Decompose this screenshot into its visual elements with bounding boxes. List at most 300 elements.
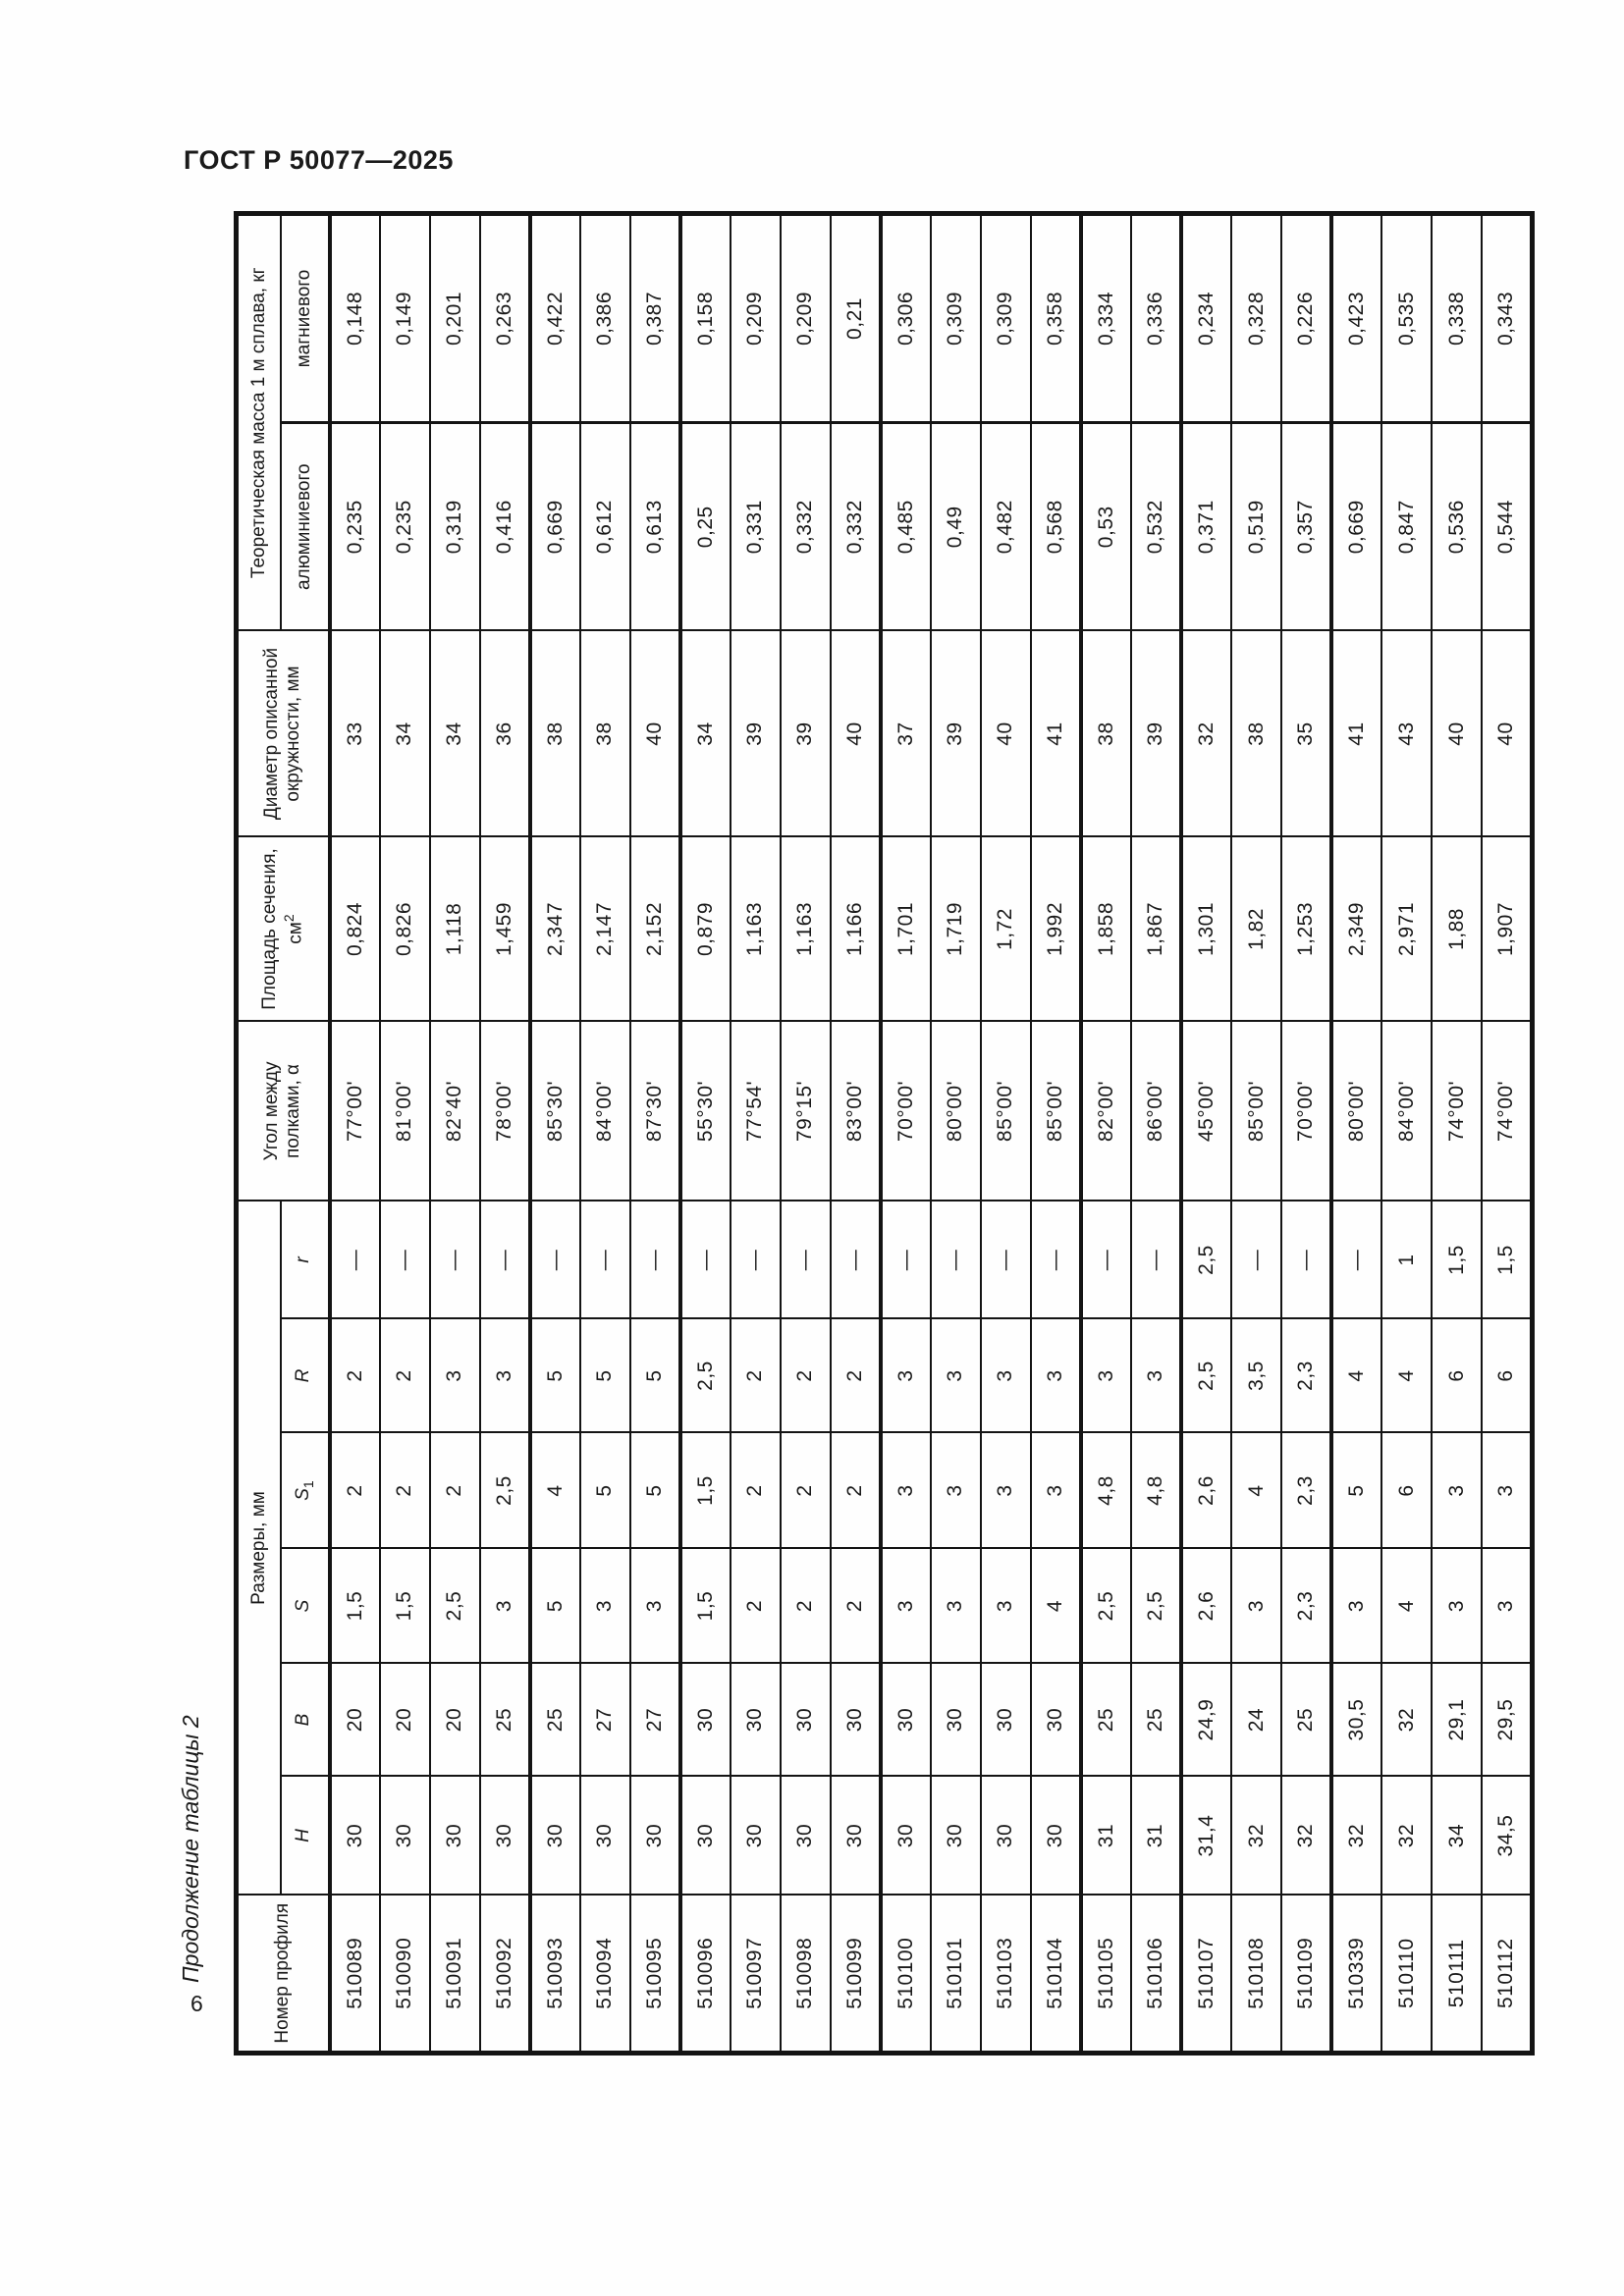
cell-mass-mg: 0,263	[480, 214, 530, 423]
cell-num: 510100	[881, 1896, 931, 2054]
table-row	[430, 214, 480, 2054]
cell-diam: 39	[931, 631, 981, 837]
cell-mass-al: 0,416	[480, 423, 530, 631]
cell-s1: 2	[430, 1433, 480, 1549]
cell-area: 0,826	[380, 837, 430, 1022]
cell-diam: 34	[430, 631, 480, 837]
cell-angle: 85°00'	[1231, 1022, 1281, 1201]
header-angle: Угол между полками, α	[237, 1022, 330, 1201]
cell-h: 32	[1231, 1777, 1281, 1896]
cell-s: 3	[1482, 1549, 1532, 1664]
cell-h: 30	[731, 1777, 781, 1896]
cell-r: 1,5	[1432, 1201, 1482, 1319]
table-row	[1031, 214, 1081, 2054]
table-row	[530, 214, 580, 2054]
cell-mass-al: 0,536	[1432, 423, 1482, 631]
cell-area: 1,166	[831, 837, 881, 1022]
cell-r: 5	[630, 1319, 680, 1433]
cell-angle: 85°30'	[530, 1022, 580, 1201]
cell-angle: 84°00'	[1381, 1022, 1432, 1201]
cell-diam: 41	[1331, 631, 1381, 837]
cell-angle: 82°00'	[1081, 1022, 1131, 1201]
header-profile: Номер профиля	[237, 1896, 330, 2054]
cell-mass-mg: 0,21	[831, 214, 881, 423]
cell-mass-mg: 0,328	[1231, 214, 1281, 423]
cell-mass-al: 0,669	[530, 423, 580, 631]
cell-angle: 87°30'	[630, 1022, 680, 1201]
cell-h: 32	[1331, 1777, 1381, 1896]
header-dimensions-group: Размеры, мм	[237, 1201, 281, 1896]
cell-diam: 40	[1432, 631, 1482, 837]
cell-angle: 77°54'	[731, 1022, 781, 1201]
cell-mass-al: 0,371	[1181, 423, 1231, 631]
cell-r: —	[1081, 1201, 1131, 1319]
header-row-groups	[237, 214, 281, 2054]
cell-area: 1,858	[1081, 837, 1131, 1022]
cell-diam: 40	[981, 631, 1031, 837]
table-row	[1131, 214, 1181, 2054]
cell-r: 2,5	[1181, 1201, 1231, 1319]
cell-diam: 38	[1081, 631, 1131, 837]
cell-s1: 5	[1331, 1433, 1381, 1549]
cell-r: 3	[881, 1319, 931, 1433]
cell-r: —	[480, 1201, 530, 1319]
cell-area: 2,147	[580, 837, 630, 1022]
cell-mass-mg: 0,423	[1331, 214, 1381, 423]
cell-angle: 86°00'	[1131, 1022, 1181, 1201]
cell-r: 1,5	[1482, 1201, 1532, 1319]
cell-mass-al: 0,612	[580, 423, 630, 631]
cell-s1: 3	[1432, 1433, 1482, 1549]
cell-r: 5	[580, 1319, 630, 1433]
cell-num: 510097	[731, 1896, 781, 2054]
header-dim-s: S	[281, 1549, 330, 1664]
cell-r: 2	[831, 1319, 881, 1433]
cell-angle: 85°00'	[1031, 1022, 1081, 1201]
cell-mass-mg: 0,422	[530, 214, 580, 423]
cell-mass-mg: 0,334	[1081, 214, 1131, 423]
cell-area: 2,349	[1331, 837, 1381, 1022]
cell-b: 25	[1131, 1664, 1181, 1777]
cell-diam: 36	[480, 631, 530, 837]
cell-num: 510110	[1381, 1896, 1432, 2054]
header-area: Площадь сечения, $см^2$	[237, 837, 330, 1022]
header-diameter: Диаметр описанной окружности, мм	[237, 631, 330, 837]
cell-h: 30	[430, 1777, 480, 1896]
cell-mass-al: 0,332	[781, 423, 831, 631]
cell-num: 510108	[1231, 1896, 1281, 2054]
rotated-table-container	[234, 216, 1535, 2056]
cell-mass-al: 0,235	[330, 423, 380, 631]
cell-mass-al: 0,331	[731, 423, 781, 631]
cell-angle: 80°00'	[931, 1022, 981, 1201]
header-dim-b: B	[281, 1664, 330, 1777]
cell-r: —	[1281, 1201, 1331, 1319]
cell-s: 2,3	[1281, 1549, 1331, 1664]
cell-b: 32	[1381, 1664, 1432, 1777]
cell-s1: 4,8	[1131, 1433, 1181, 1549]
cell-h: 30	[781, 1777, 831, 1896]
cell-r: —	[1131, 1201, 1181, 1319]
cell-mass-mg: 0,336	[1131, 214, 1181, 423]
cell-r: —	[831, 1201, 881, 1319]
cell-diam: 39	[731, 631, 781, 837]
cell-num: 510105	[1081, 1896, 1131, 2054]
cell-s: 1,5	[680, 1549, 731, 1664]
cell-b: 30	[981, 1664, 1031, 1777]
cell-mass-al: 0,332	[831, 423, 881, 631]
cell-mass-al: 0,49	[931, 423, 981, 631]
cell-r: —	[981, 1201, 1031, 1319]
cell-mass-al: 0,532	[1131, 423, 1181, 631]
table-row	[1231, 214, 1281, 2054]
cell-h: 30	[981, 1777, 1031, 1896]
cell-r: 3	[981, 1319, 1031, 1433]
cell-angle: 45°00'	[1181, 1022, 1231, 1201]
cell-b: 20	[380, 1664, 430, 1777]
cell-s: 5	[530, 1549, 580, 1664]
cell-angle: 85°00'	[981, 1022, 1031, 1201]
cell-s: 2	[731, 1549, 781, 1664]
cell-mass-mg: 0,309	[981, 214, 1031, 423]
table-row	[680, 214, 731, 2054]
cell-s: 2	[831, 1549, 881, 1664]
cell-h: 34,5	[1482, 1777, 1532, 1896]
cell-mass-mg: 0,387	[630, 214, 680, 423]
cell-angle: 55°30'	[680, 1022, 731, 1201]
cell-b: 30	[680, 1664, 731, 1777]
cell-s: 4	[1381, 1549, 1432, 1664]
table-row	[781, 214, 831, 2054]
cell-r: —	[1231, 1201, 1281, 1319]
cell-s1: 4	[1231, 1433, 1281, 1549]
table-row	[580, 214, 630, 2054]
cell-h: 30	[380, 1777, 430, 1896]
table-row	[380, 214, 430, 2054]
cell-diam: 34	[680, 631, 731, 837]
cell-s: 1,5	[380, 1549, 430, 1664]
cell-area: 1,82	[1231, 837, 1281, 1022]
cell-s1: 6	[1381, 1433, 1432, 1549]
cell-s1: 2,5	[480, 1433, 530, 1549]
cell-mass-al: 0,53	[1081, 423, 1131, 631]
cell-r: —	[881, 1201, 931, 1319]
cell-r: —	[731, 1201, 781, 1319]
cell-s: 3	[1432, 1549, 1482, 1664]
cell-area: 0,879	[680, 837, 731, 1022]
cell-h: 31	[1081, 1777, 1131, 1896]
cell-num: 510091	[430, 1896, 480, 2054]
cell-num: 510103	[981, 1896, 1031, 2054]
cell-r: —	[1331, 1201, 1381, 1319]
cell-mass-mg: 0,158	[680, 214, 731, 423]
cell-mass-al: 0,319	[430, 423, 480, 631]
cell-s: 1,5	[330, 1549, 380, 1664]
cell-diam: 33	[330, 631, 380, 837]
cell-num: 510093	[530, 1896, 580, 2054]
cell-mass-mg: 0,306	[881, 214, 931, 423]
header-mass-group: Теоретическая масса 1 м сплава, кг	[237, 214, 281, 631]
table-row	[330, 214, 380, 2054]
cell-b: 20	[330, 1664, 380, 1777]
cell-mass-al: 0,568	[1031, 423, 1081, 631]
cell-mass-al: 0,357	[1281, 423, 1331, 631]
cell-diam: 34	[380, 631, 430, 837]
cell-b: 25	[1281, 1664, 1331, 1777]
page-number: 6	[190, 1991, 203, 2016]
header-dim-h: H	[281, 1777, 330, 1896]
cell-angle: 77°00'	[330, 1022, 380, 1201]
cell-mass-al: 0,613	[630, 423, 680, 631]
cell-r: 3	[1031, 1319, 1081, 1433]
cell-num: 510109	[1281, 1896, 1331, 2054]
cell-num: 510098	[781, 1896, 831, 2054]
cell-diam: 39	[781, 631, 831, 837]
cell-h: 30	[680, 1777, 731, 1896]
table-row	[1432, 214, 1482, 2054]
cell-mass-al: 0,519	[1231, 423, 1281, 631]
cell-h: 30	[931, 1777, 981, 1896]
cell-mass-mg: 0,343	[1482, 214, 1532, 423]
cell-angle: 74°00'	[1432, 1022, 1482, 1201]
cell-diam: 41	[1031, 631, 1081, 837]
cell-s1: 4,8	[1081, 1433, 1131, 1549]
cell-s: 2,5	[1081, 1549, 1131, 1664]
cell-area: 1,907	[1482, 837, 1532, 1022]
cell-area: 2,152	[630, 837, 680, 1022]
cell-s1: 2,3	[1281, 1433, 1331, 1549]
cell-b: 30	[831, 1664, 881, 1777]
cell-h: 31	[1131, 1777, 1181, 1896]
cell-angle: 78°00'	[480, 1022, 530, 1201]
cell-r: —	[530, 1201, 580, 1319]
cell-s1: 1,5	[680, 1433, 731, 1549]
cell-mass-mg: 0,149	[380, 214, 430, 423]
cell-s1: 2	[781, 1433, 831, 1549]
area-superscript: 2	[281, 914, 298, 923]
page-title: ГОСТ Р 50077—2025	[184, 145, 454, 175]
cell-r: 4	[1381, 1319, 1432, 1433]
cell-r: 2	[330, 1319, 380, 1433]
cell-b: 29,1	[1432, 1664, 1482, 1777]
table-row	[831, 214, 881, 2054]
cell-r: —	[580, 1201, 630, 1319]
cell-s1: 3	[1031, 1433, 1081, 1549]
cell-diam: 38	[530, 631, 580, 837]
cell-b: 25	[480, 1664, 530, 1777]
cell-b: 29,5	[1482, 1664, 1532, 1777]
cell-s1: 2	[731, 1433, 781, 1549]
cell-diam: 37	[881, 631, 931, 837]
cell-s: 3	[630, 1549, 680, 1664]
cell-r: 2	[380, 1319, 430, 1433]
table-body	[330, 214, 1533, 2054]
cell-num: 510339	[1331, 1896, 1381, 2054]
cell-diam: 38	[1231, 631, 1281, 837]
cell-r: 3	[931, 1319, 981, 1433]
cell-b: 25	[530, 1664, 580, 1777]
cell-b: 27	[630, 1664, 680, 1777]
cell-s1: 2	[330, 1433, 380, 1549]
cell-s1: 2	[831, 1433, 881, 1549]
cell-mass-mg: 0,386	[580, 214, 630, 423]
header-mass-aluminium: алюминиевого	[281, 423, 330, 631]
cell-diam: 32	[1181, 631, 1231, 837]
cell-b: 25	[1081, 1664, 1131, 1777]
cell-diam: 40	[1482, 631, 1532, 837]
cell-s1: 5	[630, 1433, 680, 1549]
cell-area: 1,992	[1031, 837, 1081, 1022]
header-dim-s1: $S_1$	[281, 1433, 330, 1549]
cell-area: 1,163	[731, 837, 781, 1022]
table-row	[1281, 214, 1331, 2054]
cell-h: 30	[831, 1777, 881, 1896]
cell-s: 3	[981, 1549, 1031, 1664]
cell-h: 30	[530, 1777, 580, 1896]
cell-s: 3	[1331, 1549, 1381, 1664]
cell-num: 510112	[1482, 1896, 1532, 2054]
cell-mass-mg: 0,201	[430, 214, 480, 423]
cell-r: 3	[1131, 1319, 1181, 1433]
cell-s1: 2	[380, 1433, 430, 1549]
cell-num: 510107	[1181, 1896, 1231, 2054]
cell-num: 510101	[931, 1896, 981, 2054]
cell-mass-mg: 0,209	[781, 214, 831, 423]
cell-s1: 3	[1482, 1433, 1532, 1549]
cell-r: —	[380, 1201, 430, 1319]
cell-b: 30	[781, 1664, 831, 1777]
cell-num: 510099	[831, 1896, 881, 2054]
cell-area: 2,971	[1381, 837, 1432, 1022]
cell-s: 2,6	[1181, 1549, 1231, 1664]
cell-diam: 40	[831, 631, 881, 837]
cell-s: 2,5	[1131, 1549, 1181, 1664]
cell-b: 30,5	[1331, 1664, 1381, 1777]
table-row	[1381, 214, 1432, 2054]
cell-r: —	[1031, 1201, 1081, 1319]
cell-r: 2,5	[1181, 1319, 1231, 1433]
table-row	[630, 214, 680, 2054]
cell-num: 510096	[680, 1896, 731, 2054]
cell-angle: 80°00'	[1331, 1022, 1381, 1201]
cell-mass-mg: 0,209	[731, 214, 781, 423]
cell-mass-al: 0,669	[1331, 423, 1381, 631]
cell-mass-mg: 0,234	[1181, 214, 1231, 423]
cell-num: 510095	[630, 1896, 680, 2054]
cell-b: 27	[580, 1664, 630, 1777]
cell-r: 2,3	[1281, 1319, 1331, 1433]
cell-mass-al: 0,847	[1381, 423, 1432, 631]
cell-area: 1,459	[480, 837, 530, 1022]
cell-r: 4	[1331, 1319, 1381, 1433]
table-row	[731, 214, 781, 2054]
cell-s: 4	[1031, 1549, 1081, 1664]
cell-s: 3	[480, 1549, 530, 1664]
cell-s: 2,5	[430, 1549, 480, 1664]
cell-h: 31,4	[1181, 1777, 1231, 1896]
cell-b: 30	[1031, 1664, 1081, 1777]
cell-angle: 79°15'	[781, 1022, 831, 1201]
cell-b: 30	[881, 1664, 931, 1777]
cell-h: 30	[881, 1777, 931, 1896]
cell-h: 30	[1031, 1777, 1081, 1896]
cell-mass-mg: 0,148	[330, 214, 380, 423]
table-row	[480, 214, 530, 2054]
cell-num: 510094	[580, 1896, 630, 2054]
cell-area: 1,118	[430, 837, 480, 1022]
table-caption	[178, 1715, 204, 1983]
cell-r: 6	[1432, 1319, 1482, 1433]
cell-h: 30	[480, 1777, 530, 1896]
cell-mass-mg: 0,535	[1381, 214, 1432, 423]
table-row	[931, 214, 981, 2054]
cell-b: 30	[731, 1664, 781, 1777]
cell-r: —	[781, 1201, 831, 1319]
cell-r: —	[330, 1201, 380, 1319]
cell-area: 1,701	[881, 837, 931, 1022]
cell-area: 1,72	[981, 837, 1031, 1022]
cell-s: 3	[580, 1549, 630, 1664]
cell-h: 30	[580, 1777, 630, 1896]
cell-mass-mg: 0,338	[1432, 214, 1482, 423]
cell-angle: 70°00'	[881, 1022, 931, 1201]
cell-b: 24	[1231, 1664, 1281, 1777]
cell-s1: 3	[981, 1433, 1031, 1549]
cell-diam: 43	[1381, 631, 1432, 837]
cell-angle: 70°00'	[1281, 1022, 1331, 1201]
cell-angle: 81°00'	[380, 1022, 430, 1201]
cell-area: 1,253	[1281, 837, 1331, 1022]
cell-mass-al: 0,235	[380, 423, 430, 631]
cell-num: 510104	[1031, 1896, 1081, 2054]
cell-area: 1,867	[1131, 837, 1181, 1022]
cell-mass-mg: 0,309	[931, 214, 981, 423]
cell-r: 2	[731, 1319, 781, 1433]
cell-s: 3	[1231, 1549, 1281, 1664]
table-row	[881, 214, 931, 2054]
cell-area: 1,163	[781, 837, 831, 1022]
cell-s: 3	[881, 1549, 931, 1664]
cell-s: 3	[931, 1549, 981, 1664]
cell-h: 32	[1281, 1777, 1331, 1896]
cell-area: 1,88	[1432, 837, 1482, 1022]
cell-area: 0,824	[330, 837, 380, 1022]
cell-r: 5	[530, 1319, 580, 1433]
cell-r: 2	[781, 1319, 831, 1433]
cell-mass-al: 0,544	[1482, 423, 1532, 631]
header-dim-r-big: R	[281, 1319, 330, 1433]
cell-r: —	[931, 1201, 981, 1319]
cell-h: 34	[1432, 1777, 1482, 1896]
cell-mass-al: 0,25	[680, 423, 731, 631]
cell-h: 30	[630, 1777, 680, 1896]
cell-mass-al: 0,482	[981, 423, 1031, 631]
cell-diam: 40	[630, 631, 680, 837]
cell-r: 3	[480, 1319, 530, 1433]
table-row	[1331, 214, 1381, 2054]
cell-angle: 82°40'	[430, 1022, 480, 1201]
cell-s1: 5	[580, 1433, 630, 1549]
cell-s1: 2,6	[1181, 1433, 1231, 1549]
cell-mass-mg: 0,358	[1031, 214, 1081, 423]
cell-num: 510111	[1432, 1896, 1482, 2054]
header-dim-r-small: r	[281, 1201, 330, 1319]
cell-r: —	[630, 1201, 680, 1319]
cell-num: 510089	[330, 1896, 380, 2054]
table-caption-text: Продолжение таблицы 2	[178, 1715, 203, 1983]
cell-r: 1	[1381, 1201, 1432, 1319]
cell-r: 3	[1081, 1319, 1131, 1433]
